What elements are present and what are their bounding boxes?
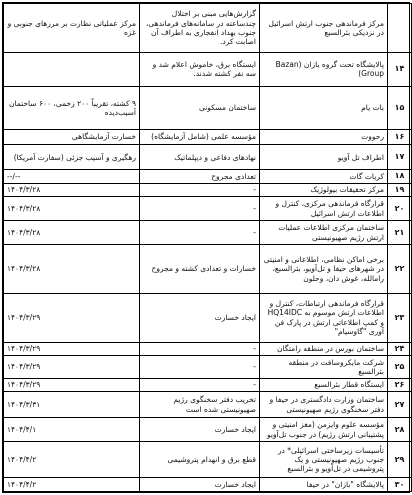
table-row [4, 244, 412, 293]
damage-cell: ساختمان مسکونی [140, 87, 260, 130]
row-number: ۱۵ [388, 87, 412, 130]
row-number: ۲۴ [388, 342, 412, 356]
target-cell: برخی اماکن نظامی، اطلاعاتی و امنیتی در شهرهای حیفا و تل‌آویو، بئرالسبع، رامالله، غوش دان، وحلون [260, 244, 388, 293]
table-row [4, 221, 412, 245]
target-cell: قرارگاه فرماندهی مرکزی، کنترل و اطلاعات ارتش اسرائیل [260, 197, 388, 221]
table-row [4, 392, 412, 418]
damage-cell: - [140, 197, 260, 221]
row-number: ۲۳ [388, 293, 412, 342]
status-cell: ۱۴۰۴/۳/۲۸ [4, 183, 140, 197]
status-cell: ۱۴۰۴/۳/۲۸ [4, 221, 140, 245]
table-row [4, 197, 412, 221]
target-cell: کریات گات [260, 170, 388, 184]
damage-cell: قطع برق و انهدام پتروشیمی [140, 442, 260, 478]
status-cell: مرکز عملیاتی نظارت بر مرزهای جنوبی و غزه [4, 4, 140, 53]
status-cell [4, 52, 140, 86]
row-number: ۱۷ [388, 145, 412, 170]
status-cell: ۱۴۰۴/۳/۲۹ [4, 293, 140, 342]
damage-cell: ایجاد خسارت [140, 418, 260, 442]
row-number: ۲۹ [388, 442, 412, 478]
target-cell: مرکز فرماندهی جنوب ارتش اسرائیل در نزدیکی بئرالسبع [260, 4, 388, 53]
target-cell: ساختمان مرکزی اطلاعات عملیات ارتش رژیم صهیونیستی [260, 221, 388, 245]
target-cell: بات یام [260, 87, 388, 130]
row-number: ۱۶ [388, 129, 412, 145]
table-row [4, 170, 412, 184]
status-cell: ۱۴۰۴/۴/۲ [4, 478, 140, 492]
row-number: ۲۲ [388, 244, 412, 293]
damage-cell: ایجاد خسارت [140, 478, 260, 492]
attack-targets-table-sheet [2, 2, 410, 493]
attack-targets-table [3, 3, 412, 492]
damage-cell: گزارش‌هایی مبنی بر اختلال چندساعته در سامانه‌های فرماندهی، جنوب بهداد انفجاری به اطراف آن اصابت کرد. [140, 4, 260, 53]
row-number: ۱۹ [388, 183, 412, 197]
row-number: ۳۰ [388, 478, 412, 492]
target-cell: تأسیسات زیرساختی اسرائیلی* در جنوب رژیم صهیونیستی و یک پتروشیمی در تل‌آویو و بئرالسبع [260, 442, 388, 478]
damage-cell: ایستگاه برق، خاموش اعلام شد و سه نفر کشته شدند. [140, 52, 260, 86]
row-number: ۱۴ [388, 52, 412, 86]
table-row [4, 4, 412, 53]
status-cell: ۱۴۰۴/۴/۲ [4, 442, 140, 478]
table-row [4, 478, 412, 492]
status-cell: ۱۴۰۴/۳/۲۸ [4, 244, 140, 293]
damage-cell: - [140, 378, 260, 392]
table-row [4, 52, 412, 86]
target-cell: اطراف تل آویو [260, 145, 388, 170]
target-cell: شرکت مایکروسافت در منطقه بئرالسبع [260, 356, 388, 379]
damage-cell: - [140, 183, 260, 197]
row-number [388, 4, 412, 53]
row-number: ۲۰ [388, 197, 412, 221]
status-cell: ۹ کشته، تقریباً ۲۰۰ زخمی، ۶۰۰ ساختمان آسیب‌دیده [4, 87, 140, 130]
damage-cell: - [140, 221, 260, 245]
status-cell: ۱۴۰۴/۳/۲۹ [4, 342, 140, 356]
status-cell: خسارت آزمایشگاهی [4, 129, 140, 145]
row-number: ۲۷ [388, 392, 412, 418]
damage-cell: تعدادی مجروح [140, 170, 260, 184]
table-row [4, 418, 412, 442]
status-cell: ۱۴۰۴/۴/۱ [4, 418, 140, 442]
table-row [4, 356, 412, 379]
status-cell: ۱۴۰۴/۳/۲۹ [4, 378, 140, 392]
table-row [4, 342, 412, 356]
target-cell: قرارگاه فرماندهی ارتباطات، کنترل و اطلاعات ارتش موسوم به HQ14IDC و کمپ اطلاعاتی ارتش در پارک فن آوری "گاوسیام" [260, 293, 388, 342]
status-cell: --/-- [4, 170, 140, 184]
row-number: ۱۸ [388, 170, 412, 184]
target-cell: پالایشگاه "بازان" در حیفا [260, 478, 388, 492]
damage-cell: مؤسسه علمی (شامل آزمایشگاه) [140, 129, 260, 145]
status-cell: ۱۴۰۴/۳/۳۱ [4, 392, 140, 418]
status-cell: ۱۴۰۴/۳/۲۹ [4, 356, 140, 379]
target-cell: پالایشگاه تحت گروه بازان (Bazan Group) [260, 52, 388, 86]
status-cell: ۱۴۰۴/۳/۲۸ [4, 197, 140, 221]
status-cell: رهگیری و آسیب جزئی (سفارت آمریکا) [4, 145, 140, 170]
target-cell: مرکز تحقیقات بیولوژیک [260, 183, 388, 197]
target-cell: ساختمان بورس در منطقه رامتگان [260, 342, 388, 356]
table-row [4, 442, 412, 478]
damage-cell: تخریب دفتر سخنگوی رژیم صهیونیستی شده است [140, 392, 260, 418]
row-number: ۲۱ [388, 221, 412, 245]
target-cell: مؤسسه علوم وایزمن (مغز امنیتی و پشتیبانی ارتش رژیم) در جنوب تل‌آویو [260, 418, 388, 442]
target-cell: ساختمان وزارت دادگستری در حیفا و دفتر سخنگوی رژیم صهیونیستی [260, 392, 388, 418]
row-number: ۲۶ [388, 378, 412, 392]
row-number: ۲۸ [388, 418, 412, 442]
damage-cell: - [140, 342, 260, 356]
damage-cell: - [140, 356, 260, 379]
row-number: ۲۵ [388, 356, 412, 379]
table-row [4, 129, 412, 145]
damage-cell: ایجاد خسارت [140, 293, 260, 342]
table-row [4, 145, 412, 170]
table-row [4, 183, 412, 197]
damage-cell: نهادهای دفاعی و دیپلماتیک [140, 145, 260, 170]
damage-cell: خسارات و تعدادی کشته و مجروح [140, 244, 260, 293]
table-row [4, 87, 412, 130]
target-cell: ایستگاه قطار بئرالسبع [260, 378, 388, 392]
table-row [4, 378, 412, 392]
table-row [4, 293, 412, 342]
target-cell: رحووت [260, 129, 388, 145]
